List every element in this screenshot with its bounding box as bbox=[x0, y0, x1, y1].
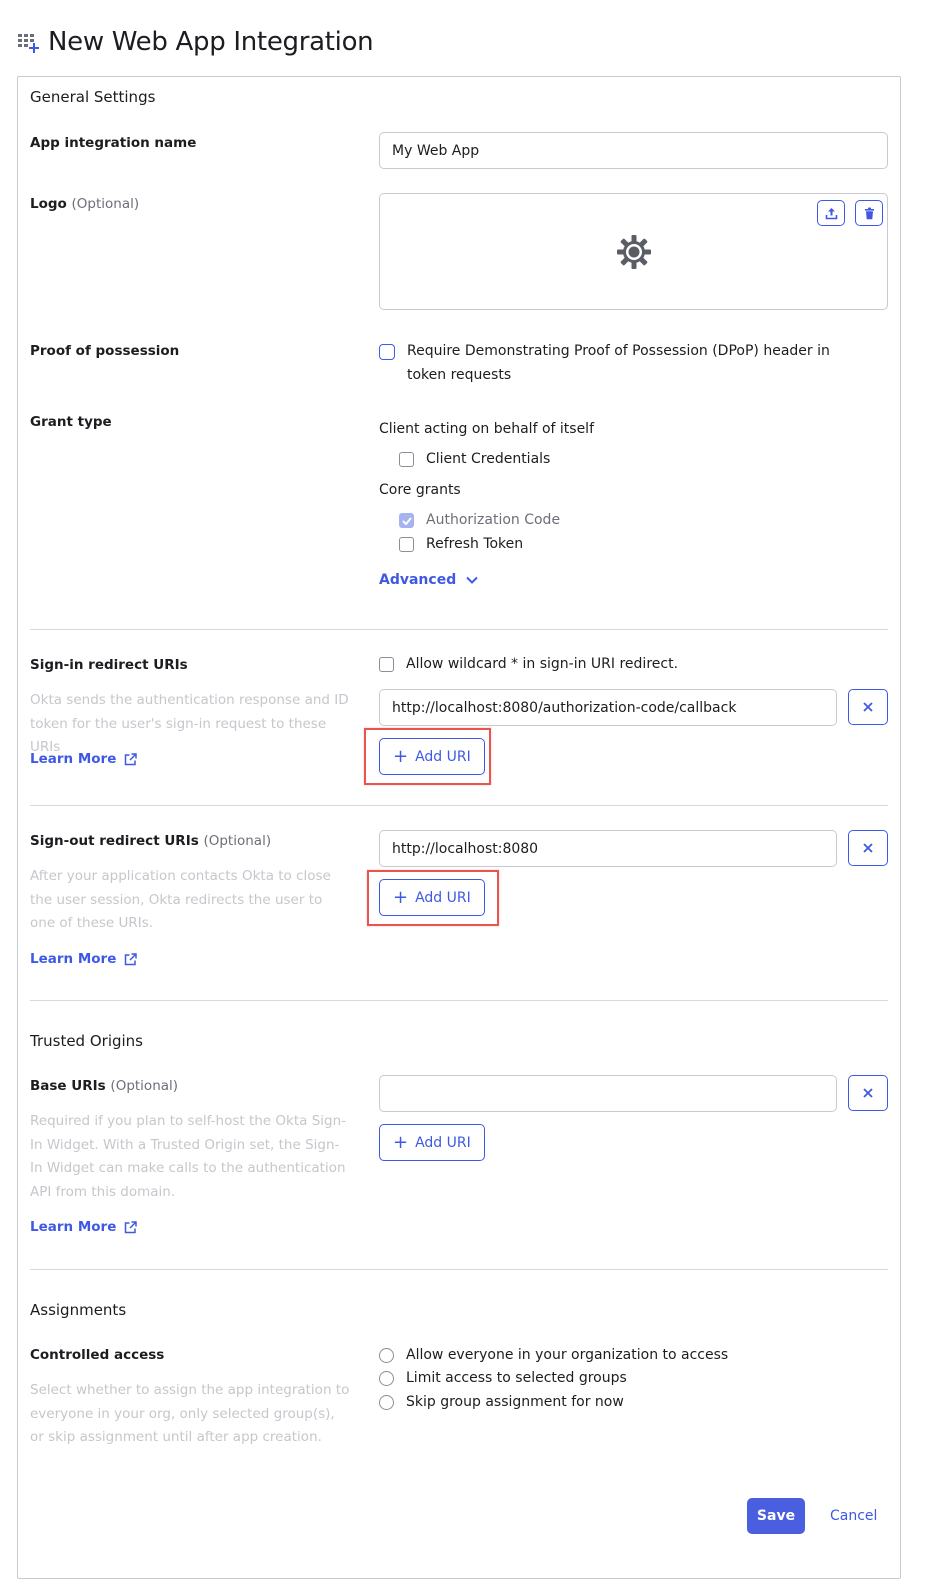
authorization-code-checkbox bbox=[399, 513, 414, 528]
plus-icon: + bbox=[393, 1131, 409, 1153]
signin-learn-more-link[interactable] bbox=[30, 751, 137, 767]
signout-redirect-label-text: Sign-out redirect URIs bbox=[30, 833, 199, 849]
signin-redirect-help: Okta sends the authentication response and ID token for the user's sign-in request to these URIs bbox=[30, 692, 349, 755]
external-link-icon bbox=[124, 953, 137, 966]
signin-add-uri-button[interactable] bbox=[379, 738, 485, 775]
base-uris-help: Required if you plan to self-host the Okta Sign-In Widget. With a Trusted Origin set, the Sign-In Widget can make calls to the authentication API from this domain. bbox=[30, 1113, 347, 1200]
radio-everyone[interactable] bbox=[379, 1348, 394, 1363]
core-grants-heading: Core grants bbox=[379, 482, 461, 498]
check-icon bbox=[402, 517, 412, 525]
grant-type-label: Grant type bbox=[30, 414, 112, 430]
signin-add-uri-label: Add URI bbox=[415, 748, 471, 765]
external-link-icon bbox=[124, 1221, 137, 1234]
wildcard-checkbox-row[interactable] bbox=[379, 653, 678, 677]
logo-label-text: Logo bbox=[30, 196, 67, 212]
base-add-uri-label: Add URI bbox=[415, 1134, 471, 1151]
refresh-token-checkbox[interactable] bbox=[399, 537, 414, 552]
close-icon bbox=[863, 1088, 873, 1098]
advanced-toggle[interactable] bbox=[379, 572, 478, 588]
app-name-label: App integration name bbox=[30, 135, 197, 151]
client-credentials-row[interactable] bbox=[399, 448, 550, 472]
dpop-checkbox[interactable] bbox=[379, 344, 395, 360]
radio-row-groups[interactable] bbox=[379, 1367, 627, 1391]
divider bbox=[30, 1000, 888, 1001]
client-credentials-checkbox[interactable] bbox=[399, 452, 414, 467]
page-header bbox=[18, 24, 373, 60]
delete-logo-button[interactable] bbox=[855, 200, 883, 226]
save-button[interactable]: Save bbox=[747, 1498, 805, 1534]
controlled-access-label: Controlled access bbox=[30, 1347, 165, 1363]
radio-skip[interactable] bbox=[379, 1395, 394, 1410]
upload-logo-button[interactable] bbox=[817, 200, 845, 226]
signout-add-uri-label: Add URI bbox=[415, 889, 471, 906]
radio-row-skip[interactable] bbox=[379, 1391, 624, 1415]
client-credentials-label: Client Credentials bbox=[426, 451, 551, 467]
signout-learn-more-link[interactable] bbox=[30, 951, 137, 967]
external-link-icon bbox=[124, 753, 137, 766]
refresh-token-row[interactable] bbox=[399, 533, 523, 557]
grid-plus-icon bbox=[18, 31, 40, 53]
assignments-title: Assignments bbox=[30, 1301, 127, 1319]
signin-learn-more-label: Learn More bbox=[30, 751, 117, 767]
cancel-button[interactable]: Cancel bbox=[822, 1498, 885, 1534]
remove-base-uri-button[interactable] bbox=[848, 1075, 888, 1111]
base-uri-input[interactable] bbox=[379, 1075, 837, 1112]
signout-add-uri-button[interactable] bbox=[379, 879, 485, 916]
signout-optional-text: (Optional) bbox=[203, 833, 272, 849]
logo-dropzone[interactable] bbox=[379, 193, 888, 310]
wildcard-checkbox[interactable] bbox=[379, 657, 394, 672]
trusted-learn-more-link[interactable] bbox=[30, 1219, 137, 1235]
base-add-uri-button[interactable] bbox=[379, 1124, 485, 1161]
plus-icon: + bbox=[393, 745, 409, 767]
trusted-origins-title: Trusted Origins bbox=[30, 1032, 143, 1050]
advanced-label: Advanced bbox=[379, 572, 457, 588]
divider bbox=[30, 805, 888, 806]
signout-redirect-help: After your application contacts Okta to close the user session, Okta redirects the user to one of these URIs. bbox=[30, 868, 331, 931]
signout-learn-more-label: Learn More bbox=[30, 951, 117, 967]
divider bbox=[30, 1269, 888, 1270]
divider bbox=[30, 629, 888, 630]
signin-redirect-label: Sign-in redirect URIs bbox=[30, 657, 188, 673]
page-title: New Web App Integration bbox=[48, 27, 374, 57]
gear-icon bbox=[616, 234, 652, 270]
trash-icon bbox=[863, 207, 876, 220]
dpop-checkbox-label: Require Demonstrating Proof of Possession (DPoP) header in token requests bbox=[407, 343, 830, 383]
radio-row-everyone[interactable] bbox=[379, 1344, 728, 1368]
close-icon bbox=[863, 843, 873, 853]
base-uris-label bbox=[30, 1078, 178, 1094]
radio-groups[interactable] bbox=[379, 1371, 394, 1386]
radio-everyone-label: Allow everyone in your organization to access bbox=[406, 1347, 729, 1363]
authorization-code-label: Authorization Code bbox=[426, 512, 561, 528]
trusted-learn-more-label: Learn More bbox=[30, 1219, 117, 1235]
wildcard-checkbox-label: Allow wildcard * in sign-in URI redirect. bbox=[406, 656, 679, 672]
close-icon bbox=[863, 702, 873, 712]
base-uris-optional-text: (Optional) bbox=[110, 1078, 179, 1094]
radio-skip-label: Skip group assignment for now bbox=[406, 1394, 624, 1410]
general-settings-title: General Settings bbox=[30, 88, 156, 106]
controlled-access-help: Select whether to assign the app integration to everyone in your org, only selected group(s), or skip assignment until after app creation. bbox=[30, 1382, 350, 1445]
radio-groups-label: Limit access to selected groups bbox=[406, 1370, 627, 1386]
plus-icon: + bbox=[393, 886, 409, 908]
base-uris-label-text: Base URIs bbox=[30, 1078, 106, 1094]
signout-redirect-label bbox=[30, 833, 271, 849]
dpop-checkbox-row[interactable] bbox=[379, 340, 869, 387]
refresh-token-label: Refresh Token bbox=[426, 536, 524, 552]
remove-signin-uri-button[interactable] bbox=[848, 689, 888, 725]
grant-group-self-heading: Client acting on behalf of itself bbox=[379, 421, 595, 437]
signout-uri-input[interactable] bbox=[379, 830, 837, 867]
authorization-code-row bbox=[399, 509, 560, 533]
signin-uri-input[interactable] bbox=[379, 689, 837, 726]
remove-signout-uri-button[interactable] bbox=[848, 830, 888, 866]
pop-label: Proof of possession bbox=[30, 343, 180, 359]
chevron-down-icon bbox=[466, 576, 478, 584]
app-name-input[interactable] bbox=[379, 132, 888, 169]
logo-optional-text: (Optional) bbox=[71, 196, 140, 212]
logo-label bbox=[30, 196, 139, 212]
upload-icon bbox=[825, 207, 838, 220]
